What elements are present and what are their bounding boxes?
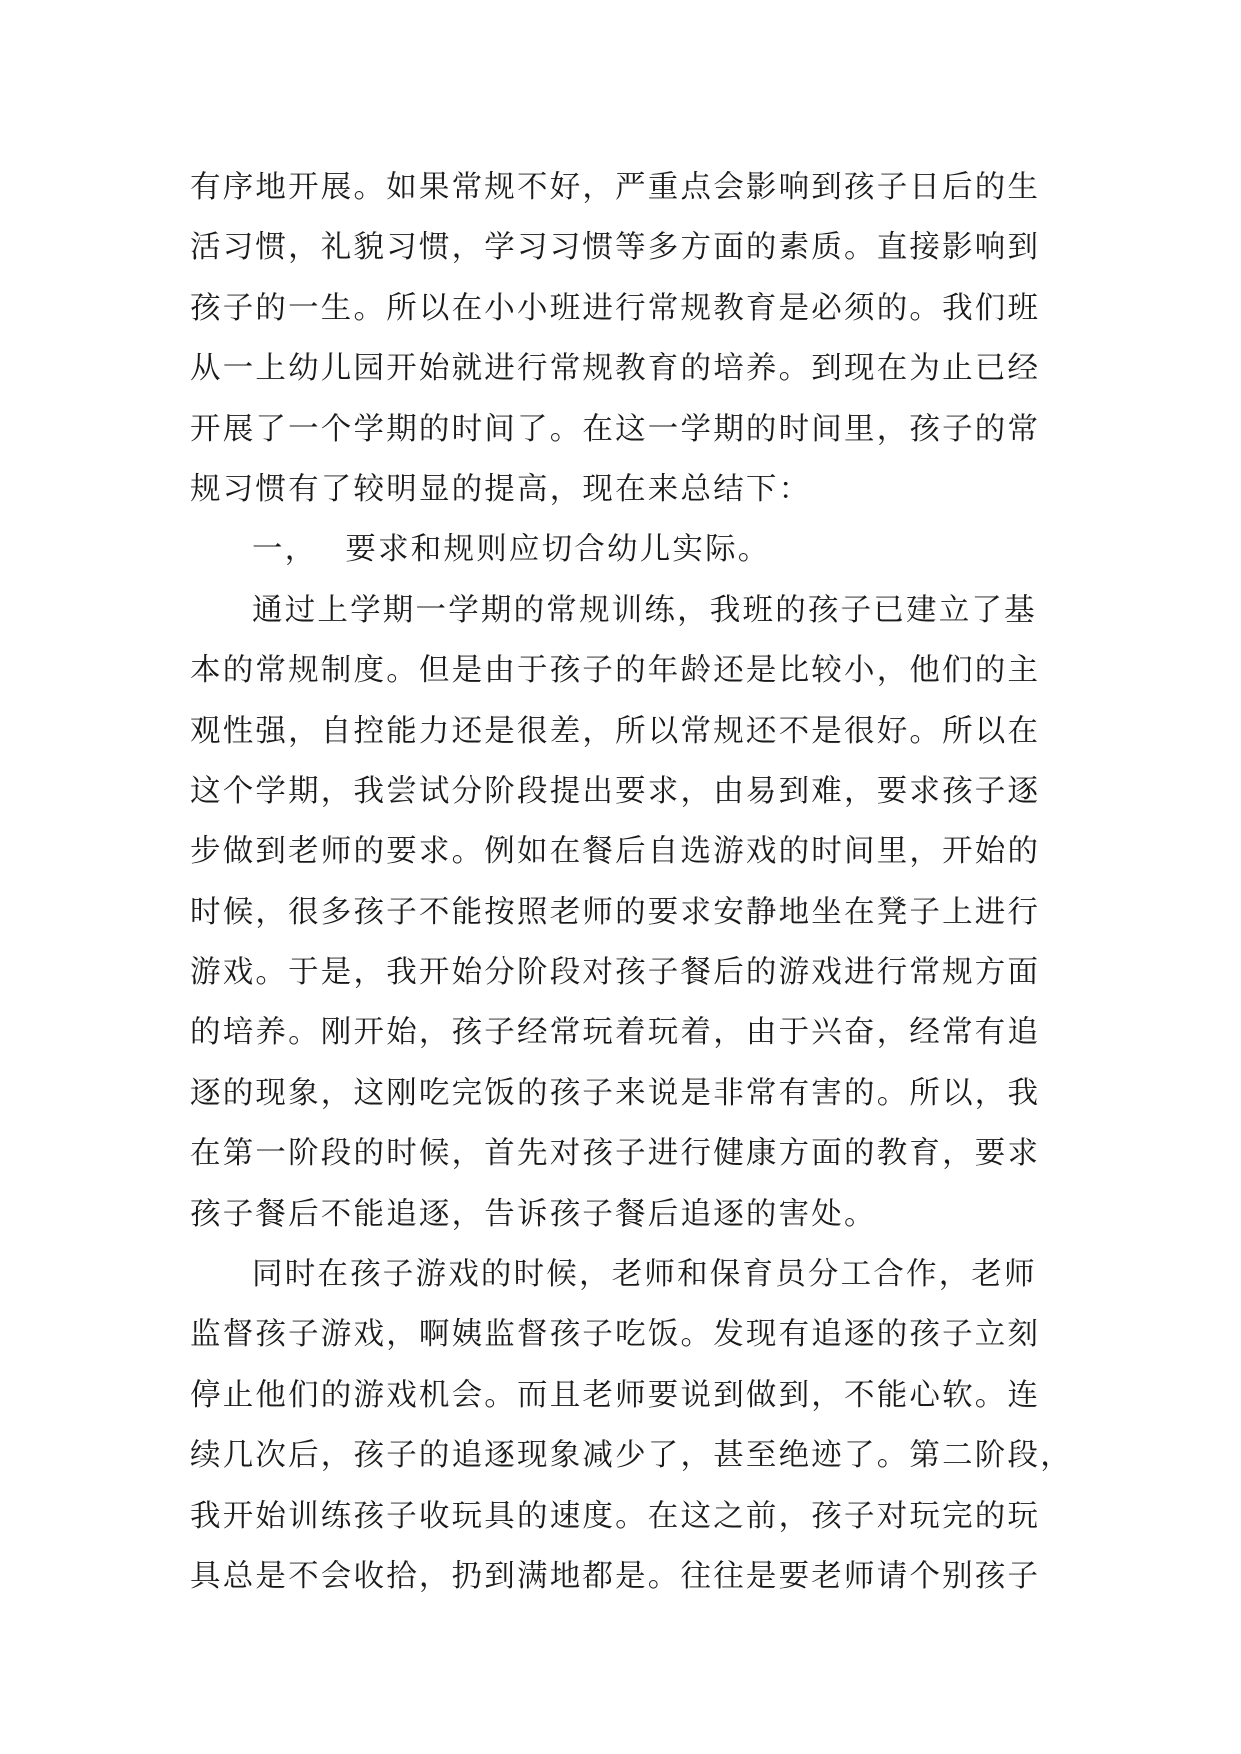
text-line: 我开始训练孩子收玩具的速度。在这之前，孩子对玩完的玩 — [190, 1498, 1041, 1534]
body-text — [190, 158, 1073, 1607]
section-heading — [190, 520, 1060, 580]
text-line: 在第一阶段的时候，首先对孩子进行健康方面的教育，要求 — [190, 1136, 1041, 1172]
text-line: 通过上学期一学期的常规训练，我班的孩子已建立了基 — [252, 592, 1037, 628]
text-line: 的培养。刚开始，孩子经常玩着玩着，由于兴奋，经常有追 — [190, 1015, 1041, 1051]
text-line: 监督孩子游戏，啊姨监督孩子吃饭。发现有追逐的孩子立刻 — [190, 1317, 1041, 1353]
text-line: 开展了一个学期的时间了。在这一学期的时间里，孩子的常 — [190, 411, 1041, 447]
text-line: 停止他们的游戏机会。而且老师要说到做到，不能心软。连 — [190, 1377, 1041, 1413]
text-line: 这个学期，我尝试分阶段提出要求，由易到难，要求孩子逐 — [190, 773, 1041, 809]
text-line: 逐的现象，这刚吃完饭的孩子来说是非常有害的。所以，我 — [190, 1075, 1041, 1111]
section-heading-text: 要求和规则应切合幼儿实际。 — [345, 532, 771, 568]
text-line: 同时在孩子游戏的时候，老师和保育员分工合作，老师 — [252, 1257, 1037, 1293]
text-line: 观性强，自控能力还是很差，所以常规还不是很好。所以在 — [190, 713, 1041, 749]
text-line: 规习惯有了较明显的提高，现在来总结下： — [190, 471, 812, 507]
text-line: 时候，很多孩子不能按照老师的要求安静地坐在凳子上进行 — [190, 894, 1041, 930]
text-line: 本的常规制度。但是由于孩子的年龄还是比较小，他们的主 — [190, 653, 1041, 689]
text-line: 续几次后，孩子的追逐现象减少了，甚至绝迹了。第二阶段， — [190, 1438, 1073, 1474]
text-line: 有序地开展。如果常规不好，严重点会影响到孩子日后的生 — [190, 170, 1041, 205]
text-line: 游戏。于是，我开始分阶段对孩子餐后的游戏进行常规方面 — [190, 955, 1041, 991]
section-heading-number: 一， — [252, 532, 318, 568]
text-line: 从一上幼儿园开始就进行常规教育的培养。到现在为止已经 — [190, 351, 1041, 387]
text-line: 活习惯，礼貌习惯，学习习惯等多方面的素质。直接影响到 — [190, 230, 1041, 266]
text-line: 步做到老师的要求。例如在餐后自选游戏的时间里，开始的 — [190, 834, 1041, 870]
text-line: 孩子餐后不能追逐，告诉孩子餐后追逐的害处。 — [190, 1196, 877, 1232]
text-line: 具总是不会收拾，扔到满地都是。往往是要老师请个别孩子 — [190, 1558, 1041, 1594]
text-line: 孩子的一生。所以在小小班进行常规教育是必须的。我们班 — [190, 290, 1041, 326]
